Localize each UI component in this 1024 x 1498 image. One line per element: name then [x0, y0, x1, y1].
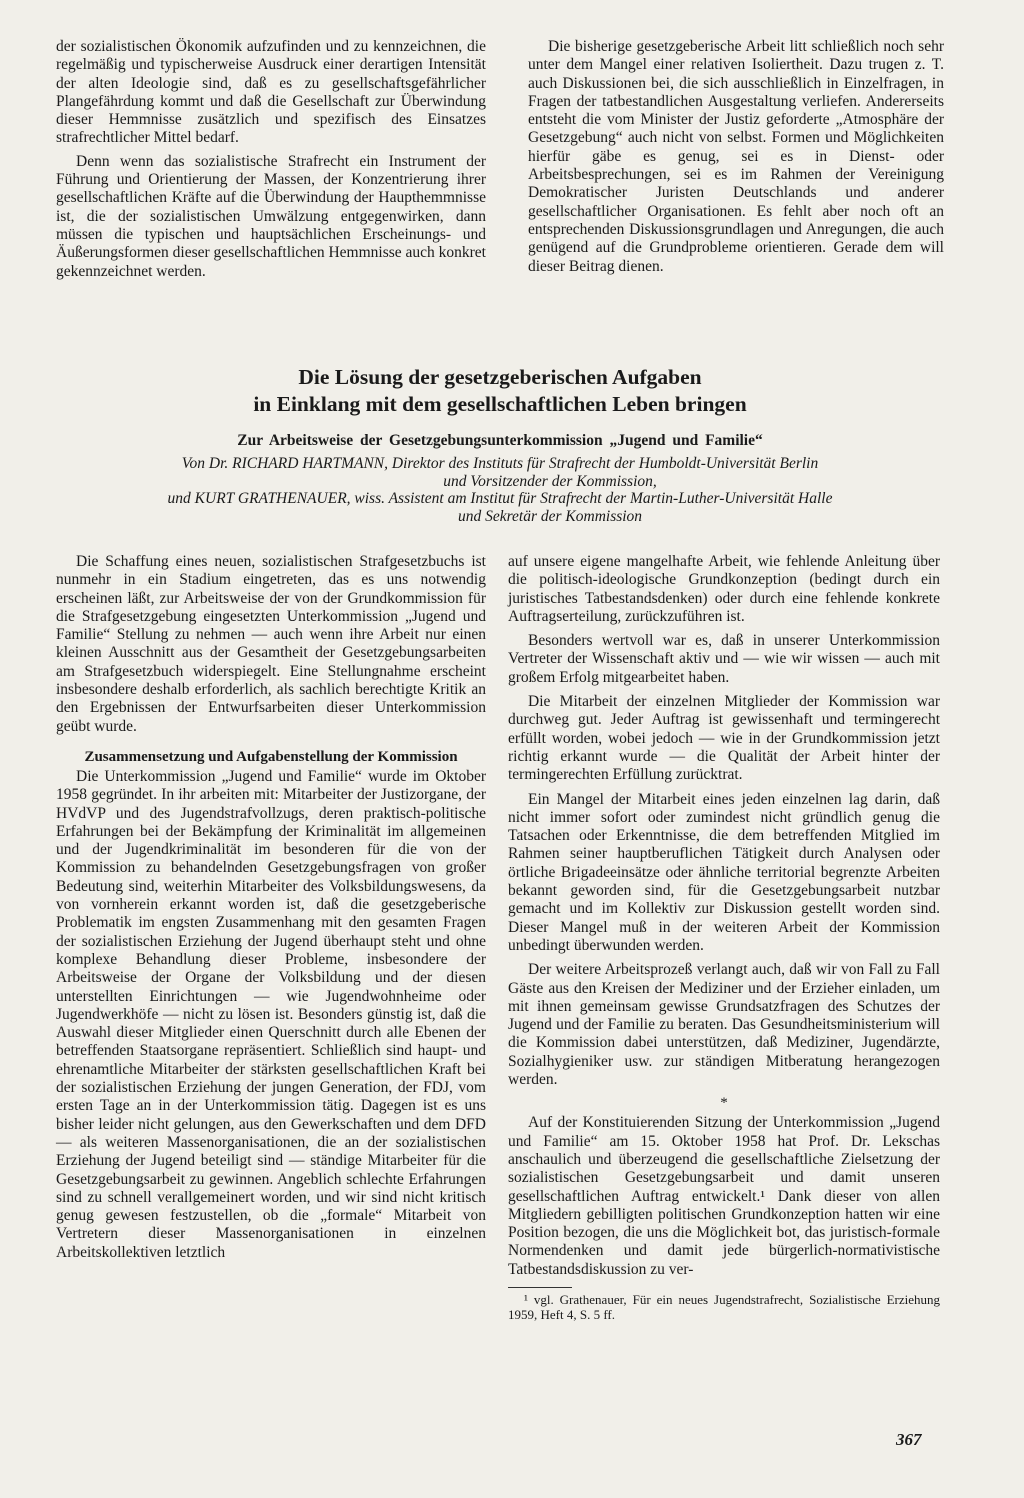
paragraph: Ein Mangel der Mitarbeit eines jeden einzelnen lag darin, daß nicht immer sofort oder zumindest nicht gründlich genug die Tatsachen oder Erkenntnisse, die dem betreffenden Mitglied im Rahmen seiner hauptberuflichen Tätigkeit durch Analysen oder örtliche Brigadeeinsätze oder ähnliche territorial begrenzte Arbeiten bekannt geworden sind, für die Gesetzgebungsarbeit nutzbar gemacht und im Kollektiv zur Diskussion gestellt worden sind. Dieser Mangel muß in der weiteren Arbeit der Kommission unbedingt überwunden werden.: [508, 790, 940, 954]
footnote: ¹ vgl. Grathenauer, Für ein neues Jugendstrafrecht, Sozialistische Erziehung 1959, Heft 4, S. 5 ff.: [508, 1291, 940, 1323]
article-title-line: Die Lösung der gesetzgeberischen Aufgaben: [298, 365, 702, 389]
section-heading: Zusammensetzung und Aufgabenstellung der Kommission: [84, 748, 458, 765]
paragraph: Die Schaffung eines neuen, sozialistischen Strafgesetzbuchs ist nunmehr in ein Stadium eingetreten, das es uns notwendig erscheinen läßt, zur Arbeitsweise der von der Grundkommission für die Strafgesetzgebung eingesetzten Unterkommission „Jugend und Familie“ Stellung zu nehmen — auch wenn ihre Arbeit nur einen kleinen Ausschnitt aus der Gesamtheit der Gesetzgebungsarbeiten am Strafgesetzbuch widerspiegelt. Eine Stellungnahme erscheint insbesondere deshalb erforderlich, als sachlich berechtigte Kritik an den Ergebnissen der Entwurfsarbeiten dieser Unterkommission geübt wurde.: [56, 553, 486, 735]
paragraph: Die bisherige gesetzgeberische Arbeit litt schließlich noch sehr unter dem Mangel einer relativen Isoliertheit. Dazu trugen z. T. auch Diskussionen bei, die sich ausschließlich in Einzelfragen, in Fragen der tatbestandlichen Ausgestaltung verliefen. Andererseits entsteht die vom Minister der Justiz geforderte „Atmosphäre der Gesetzgebung“ auch nicht von selbst. Formen und Möglichkeiten hierfür gäbe es genug, sei es in Dienst- oder Arbeitsbesprechungen, sei es im Rahmen der Vereinigung Demokratischer Juristen Deutschlands und anderer gesellschaftlicher Organisationen. Es fehlt aber noch oft an entsprechenden Diskussionsgrundlagen und Anregungen, die auch genügend auf die Grundprobleme orientieren. Gerade dem will dieser Beitrag dienen.: [528, 38, 944, 275]
paragraph: Besonders wertvoll war es, daß in unserer Unterkommission Vertreter der Wissenschaft aktiv und — wie wir wissen — auch mit großem Erfolg mitgearbeitet haben.: [508, 632, 940, 686]
byline-line: und KURT GRATHENAUER, wiss. Assistent am Institut für Strafrecht der Martin-Luther-Universität Halle: [167, 490, 833, 507]
article-byline: [56, 455, 944, 525]
paragraph: Auf der Konstituierenden Sitzung der Unterkommission „Jugend und Familie“ am 15. Oktober 1958 hat Prof. Dr. Lekschas anschaulich und überzeugend die gesellschaftliche Zielsetzung der sozialistischen Gesetzgebungsarbeit und damit unseren gesellschaftlichen Auftrag entwickelt.¹ Dank dieser von allen Mitgliedern gebilligten politischen Grundkonzeption hatten wir eine Position bezogen, die uns die Möglichkeit bot, das juristisch-formale Normendenken und damit jede bürgerlich-normativistische Tatbestandsdiskussion zu ver-: [508, 1114, 940, 1278]
page-number: 367: [896, 1430, 922, 1449]
paragraph: auf unsere eigene mangelhafte Arbeit, wie fehlende Anleitung über die politisch-ideologische Grundkonzeption (bedingt durch ein juristisches Tatbestandsdenken) oder durch eine fehlende konkrete Auftragserteilung, zurückzuführen ist.: [508, 553, 940, 625]
section-separator: *: [720, 1095, 728, 1112]
paragraph: Denn wenn das sozialistische Strafrecht ein Instrument der Führung und Orientierung der Massen, der Konzentrierung ihrer gesellschaftlichen Kräfte auf die Überwindung der Haupthemmnisse ist, die der sozialistischen Umwälzung entgegenwirken, dann müssen die typischen und hauptsächlichen Erscheinungs- und Äußerungsformen dieser gesellschaftlichen Hemmnisse auch konkret gekennzeichnet werden.: [56, 152, 486, 280]
paragraph: der sozialistischen Ökonomik aufzufinden und zu kennzeichnen, die regelmäßig und typischerweise Ausdruck einer derartigen Intensität der alten Ideologie sind, daß es zu gesellschaftsgefährlicher Plangefährdung kommt und daß die Gesellschaft zur Überwindung dieser Hemmnisse zusätzlich und spezifisch des Einsatzes strafrechtlicher Mittel bedarf.: [56, 38, 486, 147]
article-subtitle: Zur Arbeitsweise der Gesetzgebungsunterkommission „Jugend und Familie“: [237, 432, 763, 449]
footnote-divider: [508, 1287, 572, 1288]
body-left-column: [56, 553, 486, 1262]
top-right-column: [528, 38, 944, 276]
byline-line: und Sekretär der Kommission: [457, 507, 643, 525]
paragraph: Die Unterkommission „Jugend und Familie“ wurde im Oktober 1958 gegründet. In ihr arbeiten mit: Mitarbeiter der Justizorgane, der HVdVP und des Jugendstrafvollzugs, deren praktisch-politische Erfahrungen bei der Bekämpfung der Kriminalität im allgemeinen und der Jugendkriminalität im besonderen für die von der Kommission zu behandelnden Gesetzgebungsfragen von großer Bedeutung sind, weiterhin Mitarbeiter des Volksbildungswesens, da von vornherein erkannt worden ist, daß die gesetzgeberische Problematik im engsten Zusammenhang mit den gesamten Fragen der sozialistischen Erziehung der Jugend überhaupt steht und ohne komplexe Behandlung dieser Probleme, insbesondere der Arbeitsweise der Organe der Volksbildung und der diesen unterstellten Einrichtungen — wie Jugendwohnheime oder Jugendwerkhöfe — nicht zu lösen ist. Besonders günstig ist, daß die Auswahl dieser Mitglieder einen Querschnitt durch alle Ebenen der betreffenden Staatsorgane repräsentiert. Schließlich sind haupt- und ehrenamtliche Mitarbeiter der stärksten gesellschaftlichen Kraft bei der sozialistischen Erziehung der jungen Generation, der FDJ, vom ersten Tage an in der Unterkommission tätig. Dagegen ist es uns bisher leider nicht gelungen, aus den Gewerkschaften und dem DFD — als weiteren Massenorganisationen, die an der sozialistischen Erziehung der Jugend beteiligt sind — ständige Mitarbeiter für die Gesetzgebungsarbeit zu gewinnen. Angeblich schlechte Erfahrungen sind zu schnell verallgemeinert worden, und wir sind nicht kritisch genug gewesen festzustellen, ob die „formale“ Mitarbeit von Vertretern dieser Massenorganisationen in einzelnen Arbeitskollektiven letztlich: [56, 767, 486, 1261]
article-title-line: in Einklang mit dem gesellschaftlichen Leben bringen: [253, 392, 747, 416]
paragraph: Der weitere Arbeitsprozeß verlangt auch, daß wir von Fall zu Fall Gäste aus den Kreisen der Mediziner und der Erzieher einladen, um mit ihnen gemeinsam gewisse Grundsatzfragen des Schutzes der Jugend und der Familie zu beraten. Das Gesundheitsministerium will die Kommission dabei unterstützen, daß Mediziner, Jugendärzte, Sozialhygieniker usw. zur ständigen Mitberatung herangezogen werden.: [508, 961, 940, 1089]
byline-line: Von Dr. RICHARD HARTMANN, Direktor des Instituts für Strafrecht der Humboldt-Universität Berlin: [181, 455, 819, 472]
byline-line: und Vorsitzender der Kommission,: [443, 472, 657, 490]
article-title: [56, 364, 944, 418]
top-left-column: [56, 38, 486, 281]
body-right-column: [508, 553, 940, 1323]
paragraph: Die Mitarbeit der einzelnen Mitglieder der Kommission war durchweg gut. Jeder Auftrag ist gewissenhaft und termingerecht erfüllt worden, wobei jedoch — wie in der Grundkommission jetzt richtig erkannt wurde — die Qualität der Arbeit hinter der termingerechten Erfüllung zurücktrat.: [508, 693, 940, 784]
